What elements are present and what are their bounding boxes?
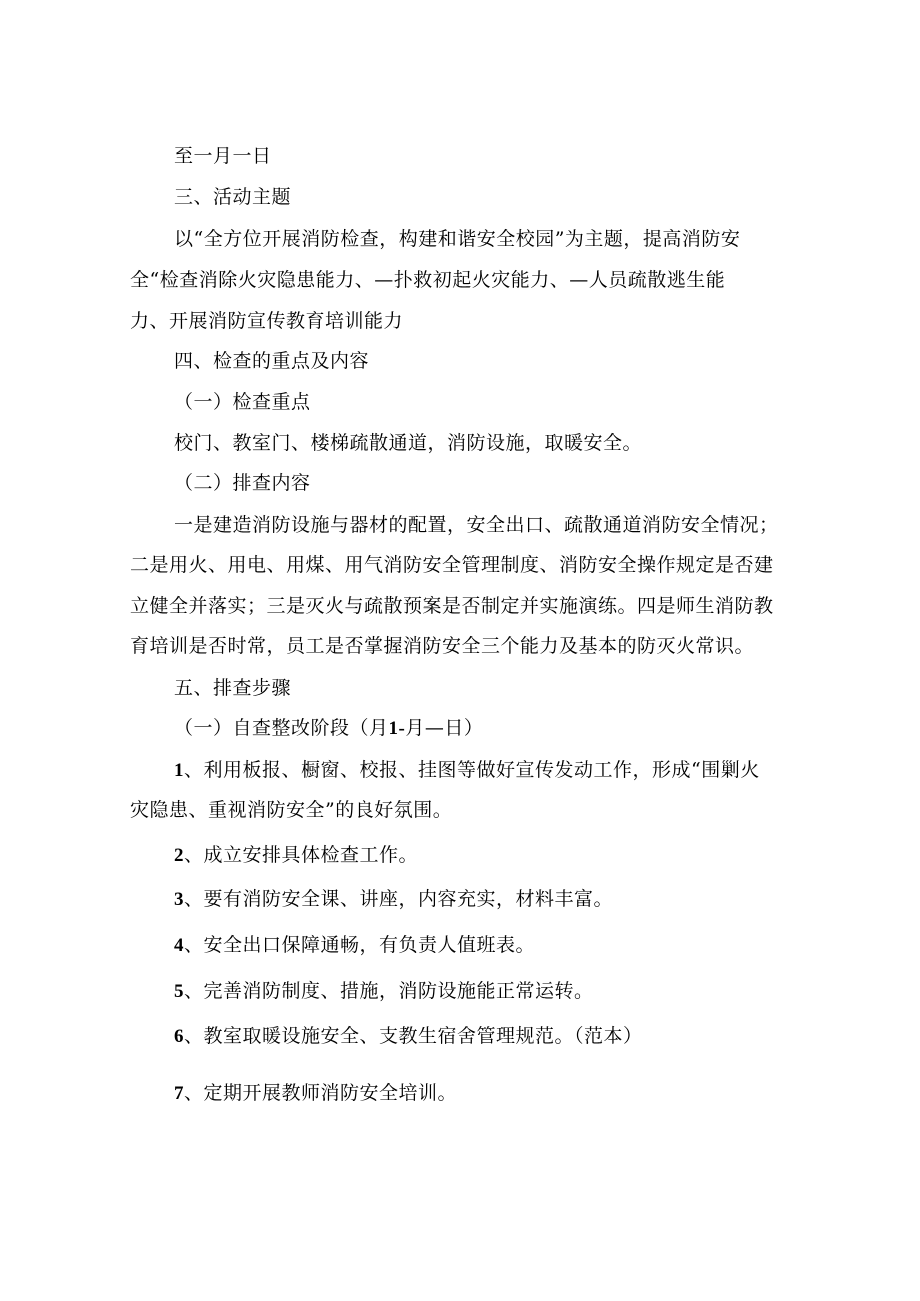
- text-line: 力、开展消防宣传教育培训能力: [130, 310, 404, 332]
- section-heading: 三、活动主题: [174, 186, 292, 208]
- stage-suffix: 月—日）: [405, 717, 484, 739]
- section-heading: 五、排查步骤: [174, 677, 292, 699]
- text-line: 一是建造消防设施与器材的配置，安全出口、疏散通道消防安全情况；: [174, 514, 779, 536]
- text-line: 全“检查消除火灾隐患能力、—扑救初起火灾能力、—人员疏散逃生能: [130, 269, 726, 291]
- list-item: [174, 1080, 457, 1107]
- item-text: 、安全出口保障通畅，有负责人值班表。: [184, 934, 536, 956]
- item-text: 、完善消防制度、措施，消防设施能正常运转。: [184, 980, 594, 1002]
- item-text: 、教室取暖设施安全、支教生宿舍管理规范。（范本）: [184, 1025, 643, 1047]
- item-number: 4: [174, 935, 184, 956]
- item-text: 、定期开展教师消防安全培训。: [184, 1082, 458, 1104]
- list-item: [174, 757, 760, 784]
- list-item-continuation: [130, 797, 452, 823]
- stage-heading: [174, 715, 483, 742]
- stage-prefix: （一）自查整改阶段（月: [174, 717, 389, 739]
- stage-number: 1-: [388, 718, 406, 739]
- subsection-heading: （一）检查重点: [174, 391, 311, 413]
- item-number: 6: [174, 1026, 184, 1047]
- list-item: [174, 932, 535, 959]
- text-line: 以“全方位开展消防检查，构建和谐安全校园”为主题，提高消防安: [174, 228, 741, 250]
- text-line: 立健全并落实；三是灭火与疏散预案是否制定并实施演练。四是师生消防教: [130, 595, 774, 617]
- item-number: 5: [174, 981, 184, 1002]
- list-item: [174, 978, 594, 1005]
- subsection-heading: （二）排查内容: [174, 472, 311, 494]
- item-text: 、要有消防安全课、讲座，内容充实，材料丰富。: [184, 888, 614, 910]
- list-item: [174, 842, 418, 869]
- list-item: [174, 1023, 643, 1050]
- item-number: 3: [174, 889, 184, 910]
- text-line: 至一月一日: [174, 145, 272, 167]
- item-number: 7: [174, 1083, 184, 1104]
- item-text: 、成立安排具体检查工作。: [184, 844, 419, 866]
- item-text: 灾隐患、重视消防安全”的良好氛围。: [130, 799, 453, 821]
- text-line: 育培训是否时常，员工是否掌握消防安全三个能力及基本的防灭火常识。: [130, 635, 755, 657]
- list-item: [174, 886, 613, 913]
- text-line: 校门、教室门、楼梯疏散通道，消防设施，取暖安全。: [174, 432, 643, 454]
- item-text: 、利用板报、橱窗、校报、挂图等做好宣传发动工作，形成“围剿火: [184, 759, 760, 781]
- section-heading: 四、检查的重点及内容: [174, 350, 370, 372]
- text-line: 二是用火、用电、用煤、用气消防安全管理制度、消防安全操作规定是否建: [130, 554, 774, 576]
- item-number: 2: [174, 845, 184, 866]
- item-number: 1: [174, 760, 184, 781]
